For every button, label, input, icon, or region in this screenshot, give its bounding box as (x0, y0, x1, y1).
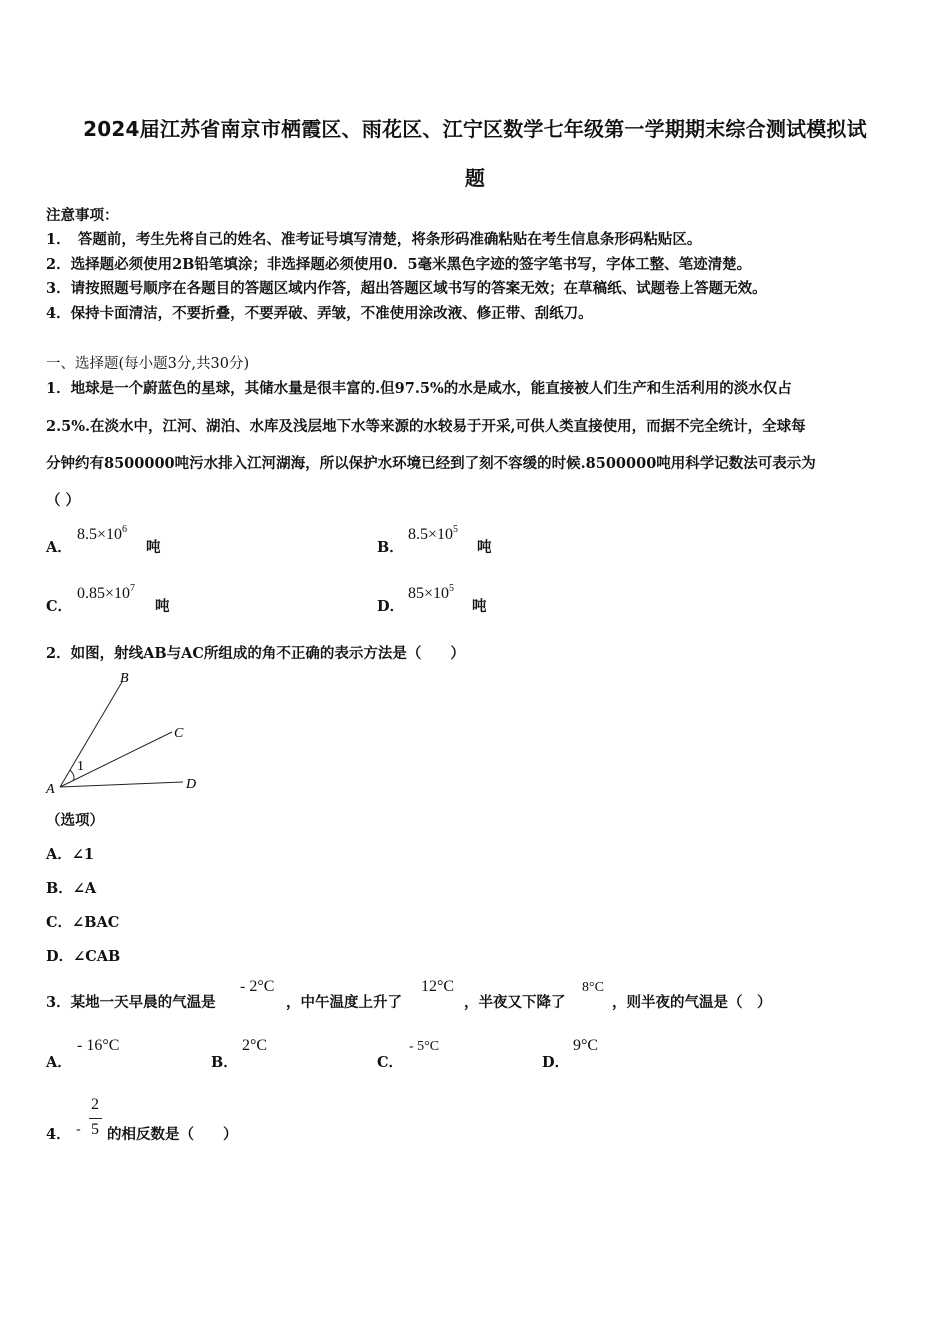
q1-line-1: 1．地球是一个蔚蓝色的星球，其储水量是很丰富的.但97.5%的水是咸水，能直接被人们生产和生活利用的淡水仅占 (46, 380, 792, 397)
exam-title-line1: 2024届江苏省南京市栖霞区、雨花区、江宁区数学七年级第一学期期末综合测试模拟试 (83, 117, 867, 141)
q4-number: 4． (46, 1126, 71, 1143)
point-b-label: B (120, 671, 129, 686)
q2-option-c: C．∠BAC (46, 914, 120, 931)
q4-fraction-bar (89, 1118, 102, 1119)
notice-item-4: 4．保持卡面清洁，不要折叠，不要弄破、弄皱，不准使用涂改液、修正带、刮纸刀。 (46, 305, 593, 322)
q4-fraction-denominator: 5 (91, 1121, 99, 1138)
q4-question: 的相反数是（ ） (107, 1126, 238, 1143)
q3-option-b-value: 2°C (242, 1037, 268, 1054)
q3-option-c-value: - 5°C (409, 1039, 440, 1054)
q1-option-b-label: B． (377, 539, 404, 556)
q1-option-d-unit: 吨 (472, 598, 487, 615)
q3-text-part2: ，中午温度上升了 (286, 994, 402, 1011)
q2-option-d: D．∠CAB (46, 948, 121, 965)
q1-option-d-label: D． (377, 598, 405, 615)
q1-option-a-unit: 吨 (146, 539, 161, 556)
q1-line-4: （ ） (46, 492, 81, 509)
q1-option-a-value: $8.5\times 10^6$ (77, 524, 128, 543)
q4-fraction-numerator: 2 (91, 1096, 99, 1113)
q1-line-2: 2.5%.在淡水中，江河、湖泊、水库及浅层地下水等来源的水较易于开采,可供人类直接使用，而据不完全统计，全球每 (46, 418, 806, 435)
q4-minus-sign: - (76, 1122, 81, 1137)
q2-angle-figure (40, 665, 210, 800)
angle-1-label: 1 (77, 759, 84, 774)
q1-option-b-unit: 吨 (477, 539, 492, 556)
q1-option-c-unit: 吨 (155, 598, 170, 615)
q1-option-b-value: $8.5\times 10^5$ (408, 524, 459, 543)
ray-ad (60, 782, 183, 787)
q2-options-heading: （选项） (46, 812, 104, 829)
q2-question: 2．如图，射线AB与AC所组成的角不正确的表示方法是（ ） (46, 645, 465, 662)
q1-option-d-value: $85\times 10^5$ (408, 583, 455, 602)
q3-option-d-value: 9°C (573, 1037, 599, 1054)
q3-text-part3: ，半夜又下降了 (464, 994, 566, 1011)
q3-temp-drop: 8°C (582, 980, 604, 995)
notice-item-1: 1． 答题前，考生先将自己的姓名、准考证号填写清楚，将条形码准确粘贴在考生信息条形码粘贴区。 (46, 231, 702, 248)
point-c-label: C (174, 726, 184, 741)
section-heading: 一、选择题(每小题3分,共30分) (46, 356, 250, 372)
point-d-label: D (186, 777, 197, 792)
q3-text-part1: 3．某地一天早晨的气温是 (46, 994, 216, 1011)
q3-option-a-value: - 16°C (77, 1037, 120, 1054)
q1-line-3: 分钟约有8500000吨污水排入江河湖海，所以保护水环境已经到了刻不容缓的时候.8500000吨用科学记数法可表示为 (46, 455, 816, 472)
q3-text-part4: ，则半夜的气温是（ ） (612, 994, 772, 1011)
q3-temp-morning: - 2°C (240, 978, 275, 995)
notice-heading: 注意事项： (46, 207, 119, 224)
exam-title-line2: 题 (464, 166, 486, 190)
q3-option-b-label: B． (211, 1054, 238, 1071)
point-a-label: A (46, 782, 55, 797)
notice-item-2: 2．选择题必须使用2B铅笔填涂；非选择题必须使用0．5毫米黑色字迹的签字笔书写，字体工整、笔迹清楚。 (46, 256, 752, 273)
q3-option-a-label: A． (46, 1054, 72, 1071)
q3-option-c-label: C． (377, 1054, 404, 1071)
q1-option-a-label: A． (46, 539, 72, 556)
q1-option-c-value: $0.85\times 10^7$ (77, 583, 136, 602)
q2-option-b: B．∠A (46, 880, 97, 897)
q3-temp-rise: 12°C (421, 978, 455, 995)
angle-arc (70, 770, 74, 781)
notice-item-3: 3．请按照题号顺序在各题目的答题区域内作答，超出答题区域书写的答案无效；在草稿纸、试题卷上答题无效。 (46, 280, 767, 297)
q3-option-d-label: D． (542, 1054, 570, 1071)
q1-option-c-label: C． (46, 598, 73, 615)
q2-option-a: A．∠1 (46, 846, 94, 863)
